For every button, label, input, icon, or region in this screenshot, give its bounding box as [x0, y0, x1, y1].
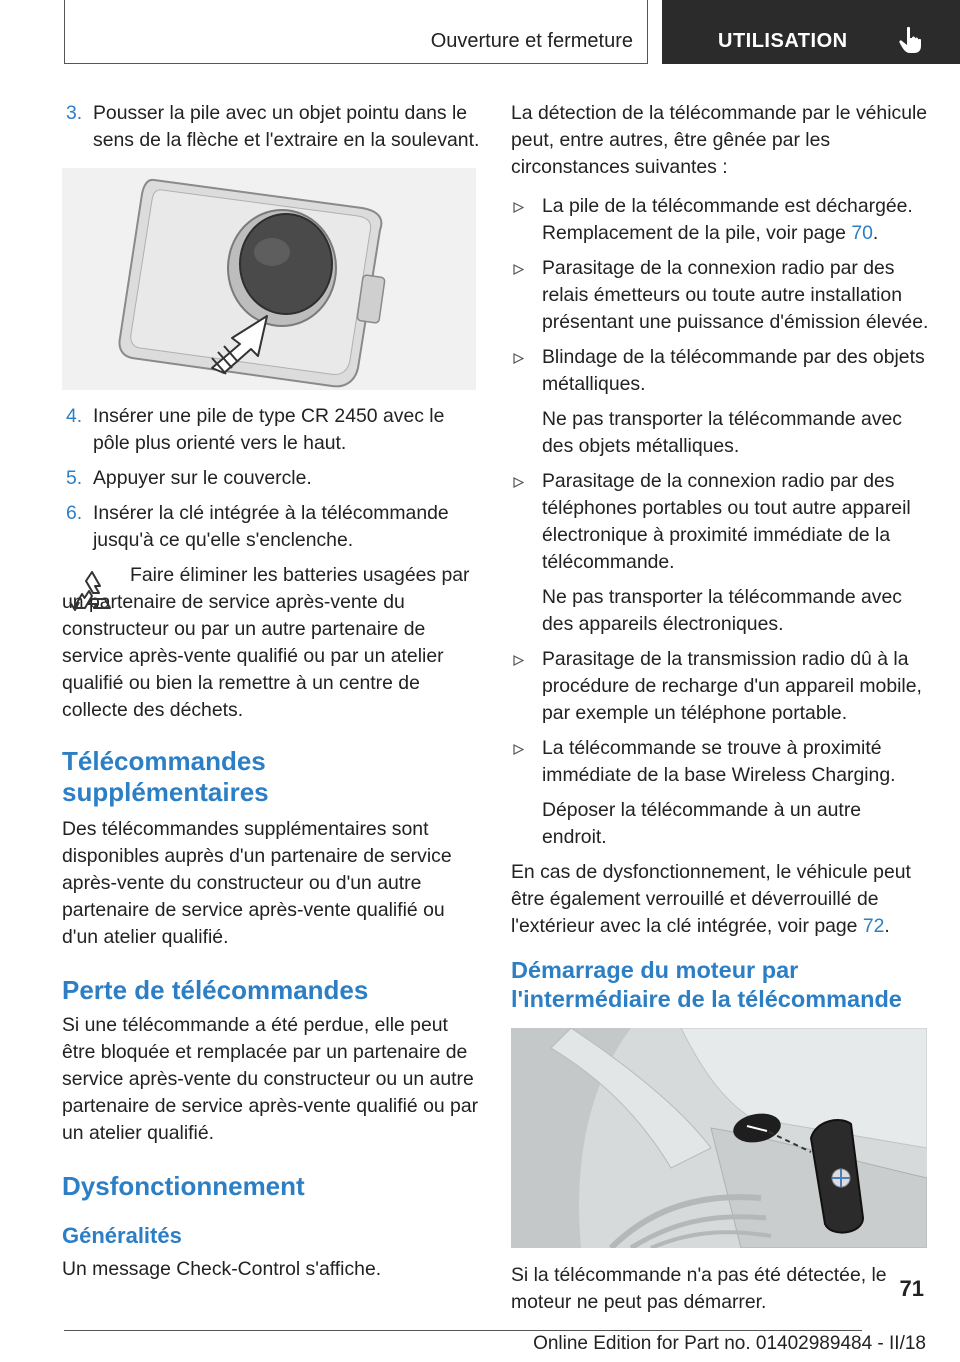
triangle-bullet-icon [513, 655, 524, 666]
bullet-wireless [511, 735, 931, 789]
general-text: Un message Check-Control s'affiche. [62, 1258, 382, 1280]
bullet-text: La pile de la télécommande est déchargée. Remplacement de la pile, voir page [542, 195, 913, 244]
step-number: 5. [66, 467, 83, 489]
page-link-72[interactable]: 72 [862, 915, 885, 937]
malfunction-end: . [884, 915, 890, 937]
step-number: 4. [66, 405, 83, 427]
heading-malfunction: Dysfonctionnement [62, 1171, 305, 1201]
heading-extra-remotes: Télécommandes supplémentaires [62, 746, 269, 807]
footer-edition: Online Edition for Part no. 01402989484 - II/18 [533, 1333, 926, 1354]
hand-pointer-icon [898, 26, 924, 54]
bullet-shielding [511, 344, 931, 398]
malfunction-text [511, 859, 931, 940]
step-text: Appuyer sur le couvercle. [93, 467, 312, 489]
bullet-subtext: Déposer la télécommande à un autre endroit. [542, 799, 862, 848]
bullet-text: Parasitage de la transmission radio dû à la procédure de recharge d'un appareil mobile, par exemple un téléphone portable. [542, 648, 922, 724]
page-number: 71 [899, 1276, 924, 1301]
heading-general: Généralités [62, 1223, 182, 1248]
header-section-box [64, 0, 648, 64]
bullet-battery [511, 193, 931, 247]
step-number: 6. [66, 502, 83, 524]
start-failure-text: Si la télécommande n'a pas été détectée, le moteur ne peut pas démarrer. [511, 1264, 887, 1313]
triangle-bullet-icon [513, 477, 524, 488]
heading-lost-remotes: Perte de télécommandes [62, 975, 369, 1005]
extra-remotes-text: Des télécommandes supplémentaires sont disponibles auprès d'un partenaire de service après-vente du constructeur ou d'un autre partenaire de service après-vente qualifié ou d'un atelier qualifié. [62, 818, 452, 948]
header-section-title: Ouverture et fermeture [430, 30, 633, 52]
lost-remotes-text: Si une télécommande a été perdue, elle peut être bloquée et remplacée par un partenaire de service après-vente du constructeur ou un autre partenaire de service après-vente qualifié ou par un atelier qualifié. [62, 1014, 479, 1144]
footer-rule [64, 1330, 862, 1331]
bullet-subtext: Ne pas transporter la télécommande avec des appareils électroniques. [542, 586, 902, 635]
bullet-subtext: Ne pas transporter la télécommande avec des objets métalliques. [542, 408, 902, 457]
triangle-bullet-icon [513, 264, 524, 275]
recycle-note [62, 562, 482, 724]
recycle-icon [66, 568, 118, 620]
heading-engine-start: Démarrage du moteur par l'intermédiaire de la télécommande [511, 957, 902, 1012]
bullet-text: Parasitage de la connexion radio par des téléphones portables ou tout autre appareil électronique à proximité immédiate de la télécommande. [542, 470, 911, 573]
step-text: Pousser la pile avec un objet pointu dans le sens de la flèche et l'extraire en la soulevant. [93, 102, 480, 151]
bullet-text: Parasitage de la connexion radio par des relais émetteurs ou toute autre installation présentant une puissance d'émission élevée. [542, 257, 929, 333]
triangle-bullet-icon [513, 744, 524, 755]
bullet-end: . [872, 222, 879, 244]
step-text: Insérer une pile de type CR 2450 avec le pôle plus orienté vers le haut. [93, 405, 445, 454]
left-column [62, 100, 482, 1291]
step-6 [62, 500, 482, 554]
page-link-70[interactable]: 70 [851, 222, 873, 244]
step-number: 3. [66, 102, 83, 124]
step-5 [62, 465, 482, 492]
bullet-text: Blindage de la télécommande par des objets métalliques. [542, 346, 925, 395]
triangle-bullet-icon [513, 353, 524, 364]
recycle-text: Faire éliminer les batteries usagées par un partenaire de service après-vente du constructeur ou par un autre partenaire de service après-vente qualifié ou par un atelier qualifié ou bien la remettre à un centre de collecte des déchets. [62, 564, 470, 721]
step-4 [62, 403, 482, 457]
detection-intro: La détection de la télécommande par le véhicule peut, entre autres, être gênée par les circonstances suivantes : [511, 102, 928, 178]
header-chapter-title: UTILISATION [718, 30, 848, 52]
bullet-phones [511, 468, 931, 576]
step-3 [62, 100, 482, 154]
battery-figure [62, 168, 476, 390]
bullet-relay [511, 255, 931, 336]
right-column [511, 100, 931, 1324]
header-chapter-box [662, 0, 960, 64]
malfunction-sentence: En cas de dysfonctionnement, le véhicule peut être également verrouillé et déverrouillé de l'extérieur avec la clé intégrée, voir page [511, 861, 911, 937]
bullet-charging [511, 646, 931, 727]
bullet-text: La télécommande se trouve à proximité immédiate de la base Wireless Charging. [542, 737, 896, 786]
ignition-figure [511, 1028, 927, 1248]
step-text: Insérer la clé intégrée à la télécommande jusqu'à ce qu'elle s'enclenche. [93, 502, 449, 551]
triangle-bullet-icon [513, 202, 524, 213]
